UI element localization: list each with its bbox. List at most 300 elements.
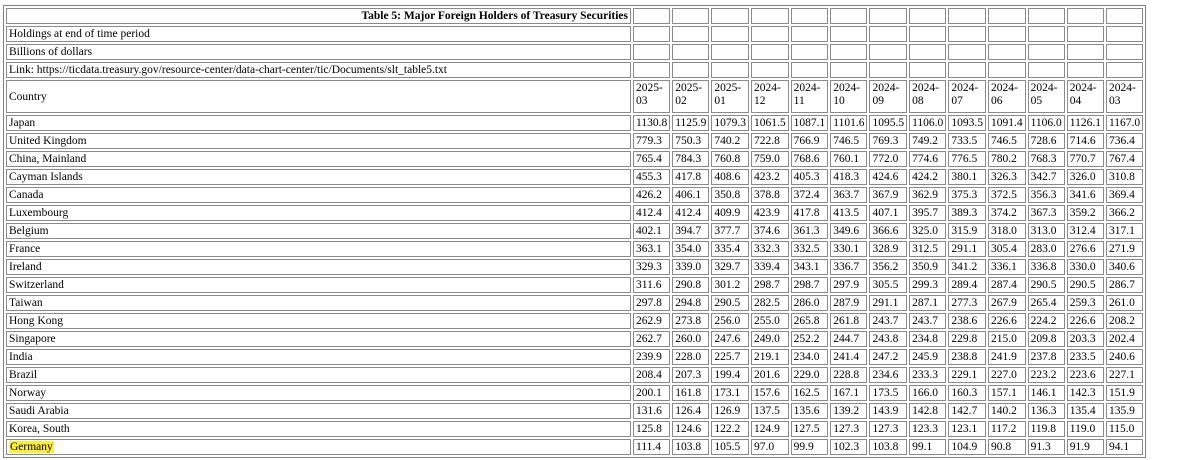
value-cell: 766.9 [791,133,829,149]
value-cell: 740.2 [711,133,749,149]
period-header: 2024-11 [791,80,829,113]
value-cell: 143.9 [869,403,907,419]
table-row [6,367,1143,383]
value-cell: 226.6 [988,313,1026,329]
value-cell: 412.4 [633,205,670,221]
value-cell: 733.5 [948,133,986,149]
value-cell: 356.2 [869,259,907,275]
value-cell: 367.9 [869,187,907,203]
value-cell: 229.8 [948,331,986,347]
value-cell: 380.1 [948,169,986,185]
treasury-holders-table [3,5,1146,458]
period-header: 2024-07 [948,80,986,113]
value-cell: 409.9 [711,205,749,221]
value-cell: 408.6 [711,169,749,185]
value-cell: 389.3 [948,205,986,221]
value-cell: 372.5 [988,187,1026,203]
value-cell: 267.9 [988,295,1026,311]
country-name: Norway [9,387,47,399]
value-cell: 330.1 [830,241,867,257]
value-cell: 140.2 [988,403,1026,419]
value-cell: 336.7 [830,259,867,275]
value-cell: 243.7 [909,313,946,329]
value-cell: 335.4 [711,241,749,257]
period-header: 2024-04 [1067,80,1104,113]
country-cell [6,295,631,311]
value-cell: 277.3 [948,295,986,311]
value-cell: 124.6 [672,421,709,437]
country-name: Singapore [9,333,56,345]
value-cell: 103.8 [869,439,907,455]
country-cell [6,241,631,257]
value-cell: 105.5 [711,439,749,455]
value-cell: 261.8 [830,313,867,329]
value-cell: 312.4 [1067,223,1104,239]
value-cell: 1130.8 [633,115,670,131]
value-cell: 294.8 [672,295,709,311]
country-name: Korea, South [9,423,70,435]
value-cell: 94.1 [1106,439,1143,455]
table-row [6,169,1143,185]
value-cell: 229.0 [791,367,829,383]
title-row [6,8,1143,24]
value-cell: 234.8 [909,331,946,347]
country-name: Taiwan [9,297,43,309]
value-cell: 167.1 [830,385,867,401]
value-cell: 259.3 [1067,295,1104,311]
value-cell: 362.9 [909,187,946,203]
country-name: Cayman Islands [9,171,83,183]
value-cell: 243.7 [869,313,907,329]
value-cell: 202.4 [1106,331,1143,347]
value-cell: 115.0 [1106,421,1143,437]
value-cell: 208.4 [633,367,670,383]
value-cell: 326.0 [1067,169,1104,185]
value-cell: 173.5 [869,385,907,401]
value-cell: 298.7 [751,277,789,293]
header-row [6,80,1143,113]
value-cell: 298.7 [791,277,829,293]
country-cell [6,385,631,401]
value-cell: 350.8 [711,187,749,203]
country-cell [6,169,631,185]
value-cell: 262.7 [633,331,670,347]
value-cell: 166.0 [909,385,946,401]
value-cell: 104.9 [948,439,986,455]
value-cell: 99.1 [909,439,946,455]
value-cell: 240.6 [1106,349,1143,365]
table-row [6,439,1143,455]
value-cell: 372.4 [791,187,829,203]
value-cell: 224.2 [1028,313,1065,329]
value-cell: 412.4 [672,205,709,221]
value-cell: 91.9 [1067,439,1104,455]
value-cell: 374.6 [751,223,789,239]
country-cell [6,421,631,437]
value-cell: 377.7 [711,223,749,239]
country-name: India [9,351,33,363]
value-cell: 424.2 [909,169,946,185]
period-header: 2025-02 [672,80,709,113]
value-cell: 402.1 [633,223,670,239]
value-cell: 151.9 [1106,385,1143,401]
table-row [6,295,1143,311]
value-cell: 137.5 [751,403,789,419]
value-cell: 378.8 [751,187,789,203]
value-cell: 273.8 [672,313,709,329]
country-name: France [9,243,41,255]
value-cell: 776.5 [948,151,986,167]
value-cell: 225.7 [711,349,749,365]
table-row [6,403,1143,419]
value-cell: 779.3 [633,133,670,149]
value-cell: 424.6 [869,169,907,185]
country-name: Switzerland [9,279,64,291]
value-cell: 90.8 [988,439,1026,455]
value-cell: 131.6 [633,403,670,419]
value-cell: 329.7 [711,259,749,275]
value-cell: 363.7 [830,187,867,203]
table-row [6,241,1143,257]
value-cell: 249.0 [751,331,789,347]
value-cell: 161.8 [672,385,709,401]
value-cell: 1061.5 [751,115,789,131]
value-cell: 228.0 [672,349,709,365]
table-row [6,187,1143,203]
value-cell: 455.3 [633,169,670,185]
period-header: 2024-03 [1106,80,1143,113]
table-row [6,331,1143,347]
meta-link[interactable]: Link: https://ticdata.treasury.gov/resource-center/data-chart-center/tic/Documents/slt_table5.txt [6,62,631,78]
value-cell: 173.1 [711,385,749,401]
country-cell [6,277,631,293]
value-cell: 124.9 [751,421,789,437]
value-cell: 119.0 [1067,421,1104,437]
period-header: 2024-10 [830,80,867,113]
value-cell: 247.2 [869,349,907,365]
value-cell: 750.3 [672,133,709,149]
table-row [6,277,1143,293]
value-cell: 282.5 [751,295,789,311]
value-cell: 229.1 [948,367,986,383]
period-header: 2024-12 [751,80,789,113]
value-cell: 287.1 [909,295,946,311]
value-cell: 290.5 [711,295,749,311]
country-name: Canada [9,189,44,201]
value-cell: 417.8 [791,205,829,221]
value-cell: 234.6 [869,367,907,383]
value-cell: 406.1 [672,187,709,203]
value-cell: 374.2 [988,205,1026,221]
value-cell: 310.8 [1106,169,1143,185]
meta-row [6,62,1143,78]
value-cell: 746.5 [830,133,867,149]
value-cell: 299.3 [909,277,946,293]
value-cell: 1093.5 [948,115,986,131]
value-cell: 760.8 [711,151,749,167]
value-cell: 326.3 [988,169,1026,185]
table-row [6,151,1143,167]
country-name: Brazil [9,369,38,381]
value-cell: 395.7 [909,205,946,221]
country-cell [6,403,631,419]
value-cell: 252.2 [791,331,829,347]
country-name: China, Mainland [9,153,87,165]
table-row [6,385,1143,401]
table-row [6,259,1143,275]
value-cell: 127.3 [830,421,867,437]
value-cell: 341.2 [948,259,986,275]
value-cell: 291.1 [869,295,907,311]
value-cell: 228.8 [830,367,867,383]
value-cell: 332.3 [751,241,789,257]
country-cell [6,259,631,275]
value-cell: 290.5 [1028,277,1065,293]
value-cell: 102.3 [830,439,867,455]
value-cell: 736.4 [1106,133,1143,149]
country-cell [6,331,631,347]
value-cell: 209.8 [1028,331,1065,347]
value-cell: 142.8 [909,403,946,419]
value-cell: 340.6 [1106,259,1143,275]
meta-row [6,44,1143,60]
value-cell: 260.0 [672,331,709,347]
value-cell: 350.9 [909,259,946,275]
value-cell: 142.7 [948,403,986,419]
value-cell: 369.4 [1106,187,1143,203]
value-cell: 247.6 [711,331,749,347]
value-cell: 223.2 [1028,367,1065,383]
value-cell: 276.6 [1067,241,1104,257]
country-name: Germany [10,441,53,453]
country-name: Belgium [9,225,49,237]
value-cell: 1091.4 [988,115,1026,131]
value-cell: 226.6 [1067,313,1104,329]
value-cell: 245.9 [909,349,946,365]
value-cell: 394.7 [672,223,709,239]
value-cell: 142.3 [1067,385,1104,401]
value-cell: 243.8 [869,331,907,347]
value-cell: 117.2 [988,421,1026,437]
value-cell: 219.1 [751,349,789,365]
value-cell: 329.3 [633,259,670,275]
value-cell: 290.8 [672,277,709,293]
country-cell [6,115,631,131]
table-row [6,421,1143,437]
value-cell: 305.4 [988,241,1026,257]
value-cell: 325.0 [909,223,946,239]
period-header: 2024-05 [1028,80,1065,113]
value-cell: 127.3 [869,421,907,437]
period-header: 2025-01 [711,80,749,113]
country-cell [6,151,631,167]
value-cell: 1167.0 [1106,115,1143,131]
value-cell: 417.8 [672,169,709,185]
value-cell: 123.3 [909,421,946,437]
value-cell: 318.0 [988,223,1026,239]
value-cell: 1106.0 [1028,115,1065,131]
value-cell: 283.0 [1028,241,1065,257]
value-cell: 103.8 [672,439,709,455]
value-cell: 291.1 [948,241,986,257]
value-cell: 423.2 [751,169,789,185]
value-cell: 301.2 [711,277,749,293]
value-cell: 780.2 [988,151,1026,167]
country-cell [6,223,631,239]
value-cell: 136.3 [1028,403,1065,419]
value-cell: 760.1 [830,151,867,167]
table-row [6,223,1143,239]
value-cell: 1079.3 [711,115,749,131]
value-cell: 749.2 [909,133,946,149]
table-container [3,5,1146,458]
value-cell: 315.9 [948,223,986,239]
value-cell: 426.2 [633,187,670,203]
value-cell: 241.4 [830,349,867,365]
value-cell: 289.4 [948,277,986,293]
value-cell: 1126.1 [1067,115,1104,131]
value-cell: 215.0 [988,331,1026,347]
value-cell: 784.3 [672,151,709,167]
value-cell: 97.0 [751,439,789,455]
table-row [6,115,1143,131]
value-cell: 772.0 [869,151,907,167]
value-cell: 375.3 [948,187,986,203]
value-cell: 199.4 [711,367,749,383]
value-cell: 366.6 [869,223,907,239]
value-cell: 139.2 [830,403,867,419]
country-name: United Kingdom [9,135,87,147]
value-cell: 227.0 [988,367,1026,383]
value-cell: 241.9 [988,349,1026,365]
table-row [6,205,1143,221]
value-cell: 354.0 [672,241,709,257]
table-row [6,133,1143,149]
meta-units: Billions of dollars [6,44,631,60]
value-cell: 367.3 [1028,205,1065,221]
value-cell: 349.6 [830,223,867,239]
value-cell: 336.8 [1028,259,1065,275]
value-cell: 1095.5 [869,115,907,131]
value-cell: 122.2 [711,421,749,437]
value-cell: 342.7 [1028,169,1065,185]
value-cell: 233.3 [909,367,946,383]
value-cell: 356.3 [1028,187,1065,203]
value-cell: 1101.6 [830,115,867,131]
value-cell: 361.3 [791,223,829,239]
value-cell: 119.8 [1028,421,1065,437]
value-cell: 261.0 [1106,295,1143,311]
value-cell: 759.0 [751,151,789,167]
value-cell: 770.7 [1067,151,1104,167]
value-cell: 125.8 [633,421,670,437]
value-cell: 413.5 [830,205,867,221]
value-cell: 127.5 [791,421,829,437]
value-cell: 312.5 [909,241,946,257]
value-cell: 126.4 [672,403,709,419]
country-cell [6,133,631,149]
value-cell: 313.0 [1028,223,1065,239]
country-cell [6,349,631,365]
value-cell: 223.6 [1067,367,1104,383]
value-cell: 265.4 [1028,295,1065,311]
value-cell: 244.7 [830,331,867,347]
value-cell: 330.0 [1067,259,1104,275]
meta-row [6,26,1143,42]
value-cell: 287.4 [988,277,1026,293]
value-cell: 339.4 [751,259,789,275]
value-cell: 343.1 [791,259,829,275]
value-cell: 135.4 [1067,403,1104,419]
value-cell: 765.4 [633,151,670,167]
value-cell: 769.3 [869,133,907,149]
value-cell: 767.4 [1106,151,1143,167]
value-cell: 297.9 [830,277,867,293]
value-cell: 728.6 [1028,133,1065,149]
value-cell: 157.6 [751,385,789,401]
period-header: 2025-03 [633,80,670,113]
table-title: Table 5: Major Foreign Holders of Treasury Securities [6,8,631,24]
period-header: 2024-06 [988,80,1026,113]
value-cell: 768.6 [791,151,829,167]
value-cell: 262.9 [633,313,670,329]
value-cell: 1087.1 [791,115,829,131]
value-cell: 203.3 [1067,331,1104,347]
country-cell [6,439,631,455]
table-row [6,349,1143,365]
value-cell: 126.9 [711,403,749,419]
value-cell: 239.9 [633,349,670,365]
value-cell: 287.9 [830,295,867,311]
country-name: Luxembourg [9,207,69,219]
value-cell: 208.2 [1106,313,1143,329]
country-cell [6,367,631,383]
value-cell: 305.5 [869,277,907,293]
value-cell: 359.2 [1067,205,1104,221]
value-cell: 135.9 [1106,403,1143,419]
value-cell: 341.6 [1067,187,1104,203]
value-cell: 311.6 [633,277,670,293]
value-cell: 271.9 [1106,241,1143,257]
value-cell: 265.8 [791,313,829,329]
value-cell: 366.2 [1106,205,1143,221]
value-cell: 255.0 [751,313,789,329]
value-cell: 1106.0 [909,115,946,131]
value-cell: 135.6 [791,403,829,419]
value-cell: 286.0 [791,295,829,311]
value-cell: 722.8 [751,133,789,149]
period-header: 2024-08 [909,80,946,113]
value-cell: 111.4 [633,439,670,455]
value-cell: 286.7 [1106,277,1143,293]
value-cell: 234.0 [791,349,829,365]
country-cell [6,187,631,203]
value-cell: 238.6 [948,313,986,329]
value-cell: 774.6 [909,151,946,167]
country-cell [6,205,631,221]
value-cell: 200.1 [633,385,670,401]
country-name: Ireland [9,261,42,273]
value-cell: 256.0 [711,313,749,329]
value-cell: 201.6 [751,367,789,383]
value-cell: 157.1 [988,385,1026,401]
value-cell: 233.5 [1067,349,1104,365]
value-cell: 237.8 [1028,349,1065,365]
value-cell: 1125.9 [672,115,709,131]
value-cell: 768.3 [1028,151,1065,167]
meta-holdings: Holdings at end of time period [6,26,631,42]
country-name: Japan [9,117,36,129]
